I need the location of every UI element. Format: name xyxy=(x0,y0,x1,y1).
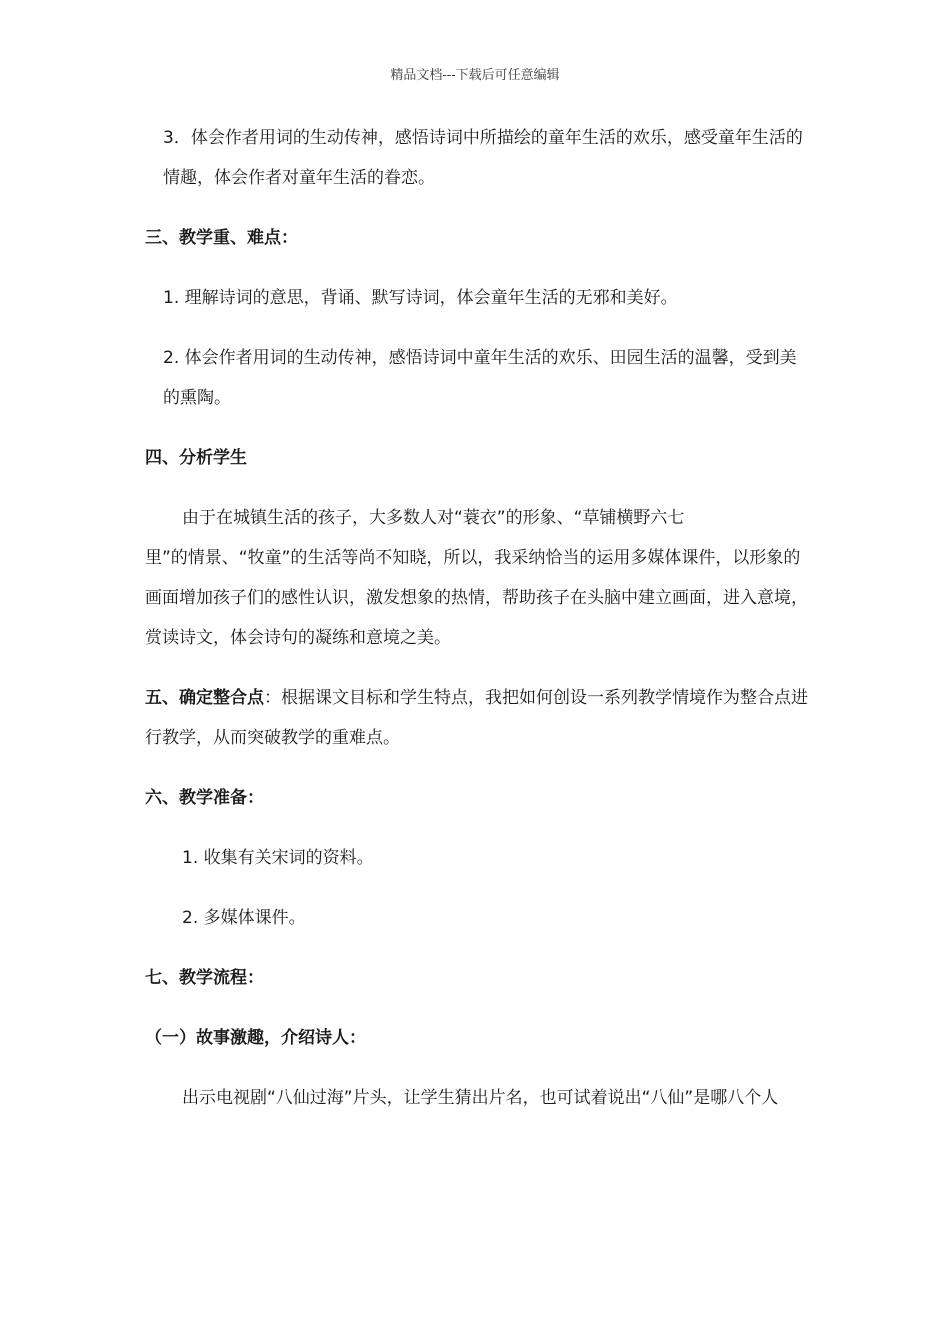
heading-key-points: 三、教学重、难点： xyxy=(145,228,298,248)
heading-preparation: 六、教学准备： xyxy=(145,788,264,808)
heading-student-analysis: 四、分析学生 xyxy=(145,448,247,468)
document-body xyxy=(145,118,810,1138)
paragraph-integration-text: ：根据课文目标和学生特点，我把如何创设一系列教学情境作为整合点进行教学，从而突破教学的重难点。 xyxy=(145,688,808,748)
paragraph-key-point-1: 1. 理解诗词的意思，背诵、默写诗词，体会童年生活的无邪和美好。 xyxy=(163,288,678,308)
paragraph-student-analysis-line1: 由于在城镇生活的孩子，大多数人对“蓑衣”的形象、“草铺横野六七 xyxy=(182,508,685,528)
paragraph-preparation-1: 1. 收集有关宋词的资料。 xyxy=(182,848,374,868)
heading-integration: 五、确定整合点 xyxy=(145,688,264,708)
paragraph-student-analysis-rest: 里”的情景、“牧童”的生活等尚不知晓，所以，我采纳恰当的运用多媒体课件，以形象的画面增加孩子们的感性认识，激发想象的热情，帮助孩子在头脑中建立画面，进入意境，赏读诗文，体会诗句的凝练和意境之美。 xyxy=(145,548,808,648)
paragraph-objective-3: 3．体会作者用词的生动传神，感悟诗词中所描绘的童年生活的欢乐，感受童年生活的情趣，体会作者对童年生活的眷恋。 xyxy=(163,128,803,188)
heading-story-intro: （一）故事激趣，介绍诗人： xyxy=(145,1028,366,1048)
page-header: 精品文档---下载后可任意编辑 xyxy=(390,68,560,83)
paragraph-key-point-2: 2. 体会作者用词的生动传神，感悟诗词中童年生活的欢乐、田园生活的温馨，受到美的熏陶。 xyxy=(163,348,797,408)
paragraph-student-analysis xyxy=(145,498,810,658)
paragraph-preparation-2: 2. 多媒体课件。 xyxy=(182,908,306,928)
heading-teaching-flow: 七、教学流程： xyxy=(145,968,264,988)
paragraph-story-intro-text: 出示电视剧“八仙过海”片头，让学生猜出片名，也可试着说出“八仙”是哪八个人 xyxy=(182,1088,779,1108)
paragraph-story-intro xyxy=(145,1078,810,1118)
paragraph-integration xyxy=(145,678,810,758)
